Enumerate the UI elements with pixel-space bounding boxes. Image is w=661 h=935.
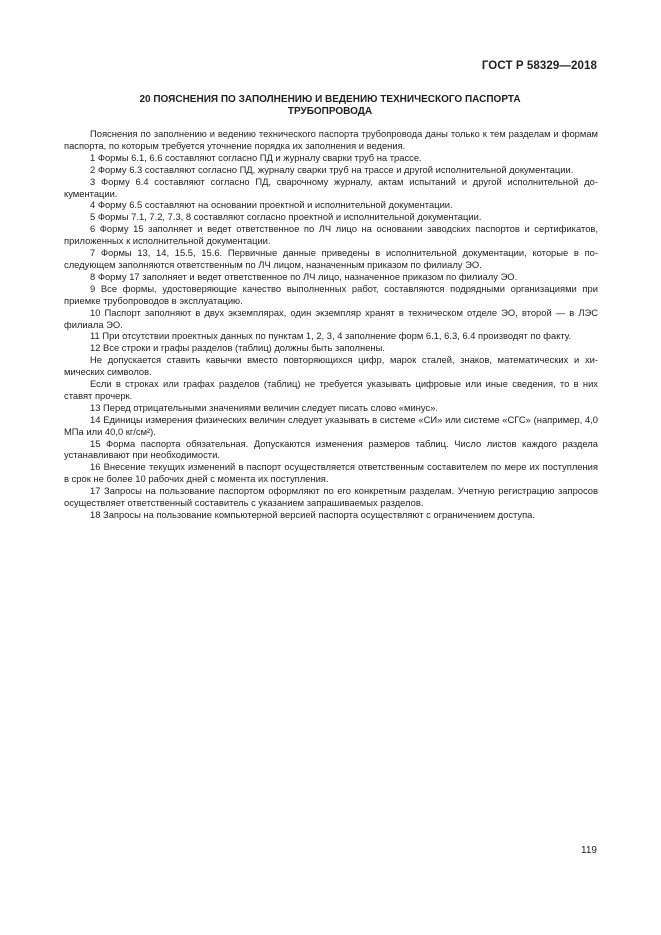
paragraph-12-note-1: Не допускается ставить кавычки вместо повторяющихся цифр, марок сталей, знаков, математических и химических символов. — [64, 354, 598, 378]
paragraph-intro: Пояснения по заполнению и ведению технического паспорта трубопровода даны только к тем разделам и формам паспорта, по которым требуется уточнение порядка их заполнения и ведения. — [64, 128, 598, 151]
paragraph-15: 15 Форма паспорта обязательная. Допускаются изменения размеров таблиц. Число листов каждого раздела устанавливают при необходимости. — [64, 437, 598, 461]
paragraph-11: 11 При отсутствии проектных данных по пунктам 1, 2, 3, 4 заполнение форм 6.1, 6.3, 6.4 производят по факту. — [90, 330, 572, 342]
paragraph-13: 13 Перед отрицательными значениями величин следует писать слово «минус». — [90, 401, 438, 413]
paragraph-16: 16 Внесение текущих изменений в паспорт осуществляется ответственным составителем по мере их поступления в срок не более 10 рабочих дней с момента их поступления. — [64, 461, 598, 485]
paragraph-2: 2 Форму 6.3 составляют согласно ПД, журналу сварки труб на трассе и другой исполнительной документации. — [90, 163, 574, 175]
paragraph-17: 17 Запросы на пользование паспортом оформляют по его конкретным разделам. Учетную регистрацию запросов осуществляет ответственный составитель с указанием запрашиваемых разделов. — [64, 485, 598, 509]
paragraph-6: 6 Форму 15 заполняет и ведет ответственное по ЛЧ лицо на основании заводских паспортов и сертификатов, приложенных к исполнительной документации. — [64, 223, 598, 247]
paragraph-10: 10 Паспорт заполняют в двух экземплярах, один экземпляр хранят в техническом отделе ЭО, второй — в ЛЭС филиала ЭО. — [64, 306, 598, 330]
section-title-line-2: ТРУБОПРОВОДА — [287, 106, 373, 117]
paragraph-14: 14 Единицы измерения физических величин следует указывать в системе «СИ» или системе «СГС» (например, 4,0 МПа или 40,0 кг/см²). — [64, 413, 598, 437]
paragraph-9: 9 Все формы, удостоверяющие качество выполненных работ, составляются подрядными организациями при приемке трубопроводов в эксплуатацию. — [64, 282, 598, 306]
section-title — [80, 94, 580, 118]
paragraph-12: 12 Все строки и графы разделов (таблиц) должны быть заполнены. — [90, 342, 385, 354]
paragraph-12-note-2: Если в строках или графах разделов (таблиц) не требуется указывать цифровые или иные сведения, то в них ставят прочерк. — [64, 378, 598, 401]
document-code: ГОСТ Р 58329—2018 — [481, 60, 597, 72]
paragraph-5: 5 Формы 7.1, 7.2, 7.3, 8 составляют согласно проектной и исполнительной документации. — [90, 211, 482, 223]
paragraph-8: 8 Форму 17 заполняет и ведет ответственное по ЛЧ лицо, назначенное приказом по филиалу ЭО. — [90, 270, 518, 282]
paragraph-18: 18 Запросы на пользование компьютерной версией паспорта осуществляют с ограничением доступа. — [90, 509, 535, 520]
paragraph-4: 4 Форму 6.5 составляют на основании проектной и исполнительной документации. — [90, 199, 453, 211]
page-number: 119 — [581, 845, 597, 856]
paragraph-7: 7 Формы 13, 14, 15.5, 15.6. Первичные данные приведены в исполнительной документации, которые в последующем заполняются ответственным по ЛЧ лицом, назначенным приказом по филиалу ЭО. — [64, 247, 598, 270]
section-body — [64, 128, 598, 521]
section-title-line-1: 20 ПОЯСНЕНИЯ ПО ЗАПОЛНЕНИЮ И ВЕДЕНИЮ ТЕХНИЧЕСКОГО ПАСПОРТА — [139, 94, 521, 105]
paragraph-1: 1 Формы 6.1, 6.6 составляют согласно ПД и журналу сварки труб на трассе. — [90, 151, 422, 163]
paragraph-3: 3 Форму 6.4 составляют согласно ПД, сварочному журналу, актам испытаний и другой исполнительной документации. — [64, 175, 598, 199]
